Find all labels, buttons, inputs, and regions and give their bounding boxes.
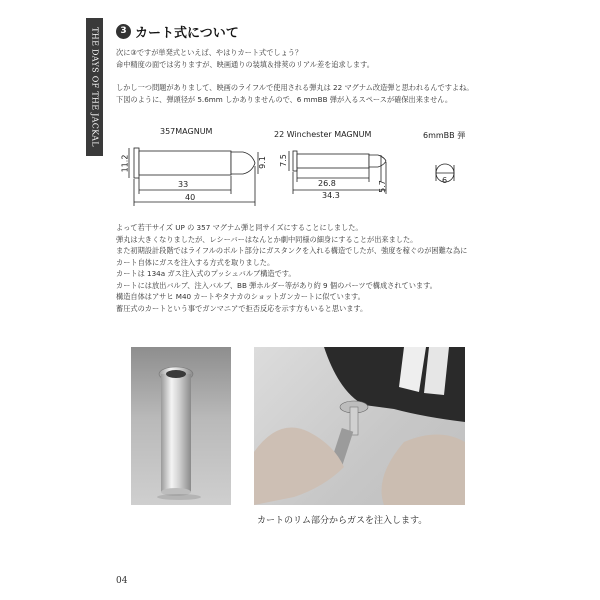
magnum-label: 357MAGNUM	[160, 127, 213, 136]
magnum-dim-case-dia: 11.2	[120, 154, 130, 173]
paragraph-solution	[116, 222, 467, 314]
photo-caption: カートのリム部分からガスを注入します。	[257, 516, 428, 526]
magnum-dim-total-len: 40	[185, 193, 196, 202]
cartridge-photo	[131, 347, 231, 505]
winchester-case	[297, 154, 369, 168]
magnum-bullet	[231, 152, 255, 174]
winchester-label: 22 Winchester MAGNUM	[274, 130, 372, 139]
text-line: 命中精度の面では劣りますが、映画通りの装填＆排莢のリアル差を追求します。	[116, 59, 374, 69]
winchester-dim-rim: 7.5	[278, 154, 288, 167]
text-line: 弾丸は大きくなりましたが、レシーバーはなんとか劇中同様の細身にすることが出来ました。	[116, 234, 418, 244]
text-line: しかし一つ問題がありまして、映画のライフルで使用される弾丸は 22 マグナム改造弾と思われるんですよね。	[116, 83, 474, 92]
gas-injection-photo	[254, 347, 465, 505]
text-line: 次に③ですが単発式といえば、やはりカート式でしょう？	[116, 48, 303, 57]
page-number: 04	[116, 576, 128, 586]
winchester-rim	[293, 151, 297, 171]
text-line: カートには放出バルブ、注入バルブ、BB 弾ホルダー等があり約 9 個のパーツで構成されています。	[116, 280, 437, 290]
winchester-dim-bullet-dia: 5.7	[377, 180, 387, 193]
winchester-dim-total-len: 34.3	[322, 191, 340, 200]
winchester-dim-case-len: 26.8	[318, 179, 336, 188]
winchester-bullet	[369, 155, 386, 167]
text-line: カートは 134a ガス注入式のプッシュバルブ構造です。	[116, 269, 296, 278]
text-line: また初期設計段階ではライフルのボルト部分にガスタンクを入れる構造でしたが、強度を稼ぐのが困難な為に	[116, 246, 468, 255]
text-line: よって若干サイズ UP の 357 マグナム弾と同サイズにすることにしました。	[116, 223, 363, 232]
magnum-rim	[134, 148, 139, 178]
side-tab-text: THE DAYS OF THE JACKAL	[90, 27, 99, 147]
text-line: カート自体にガスを注入する方式を取りました。	[116, 257, 275, 267]
text-line: 蓄圧式のカートという事でガンマニアで拒否反応を示す方もいると思います。	[116, 303, 368, 313]
section-title: カート式について	[135, 25, 239, 41]
magnum-dim-case-len: 33	[178, 180, 189, 189]
text-line: 構造自体はアサヒ M40 カートやタナカのショットガンカートに似ています。	[116, 292, 365, 301]
bb-dim: 6	[442, 176, 448, 185]
text-line: 下図のように、弾頭径が 5.6mm しかありませんので、6 mmBB 弾が入るスペースが確保出来ません。	[116, 94, 453, 104]
magnum-case	[139, 151, 231, 175]
bb-label: 6mmBB 弾	[423, 131, 466, 140]
magnum-dim-bullet-dia: 9.1	[257, 156, 267, 169]
section-number-icon: 3	[116, 24, 131, 39]
